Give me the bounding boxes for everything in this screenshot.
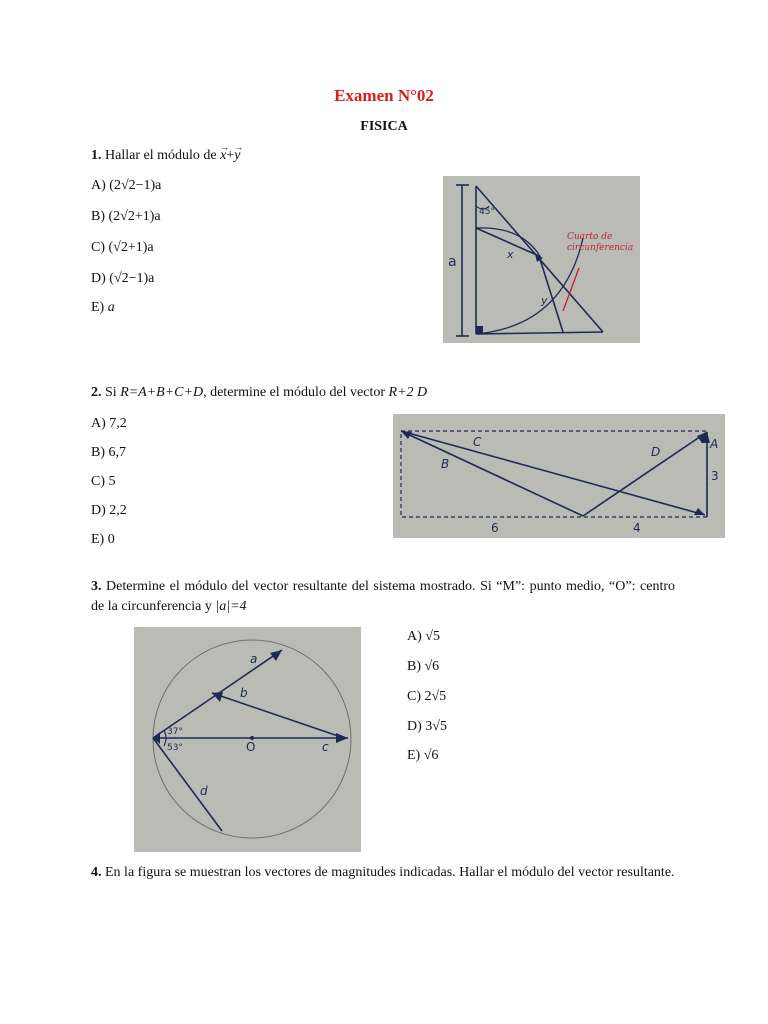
option-e [91,531,115,549]
option-letter: C) [91,474,105,489]
option-body: (2√2−1)a [109,178,162,193]
base-side [476,332,603,334]
option-body: 2,2 [109,503,127,518]
option-body: √6 [423,748,439,763]
vector-d [153,738,222,831]
option-letter: E) [91,532,105,547]
option-letter: A) [91,178,106,193]
question-4-statement [91,863,675,883]
figure-q2-drawing [393,414,725,538]
equation: R=A+B+C+D [120,385,204,400]
option-b [91,208,161,226]
label-d: d [200,784,208,798]
option-letter: D) [91,503,106,518]
angle-37: 37° [167,727,183,737]
y-label: y [541,294,548,307]
figure-q3 [134,627,361,852]
question-1-statement [91,146,240,166]
option-letter: B) [91,445,105,460]
option-body: √5 [425,629,440,644]
label-d: D [651,445,661,459]
question-text-mid: , determine el módulo del vector [203,385,386,400]
option-letter: C) [407,689,421,704]
question-text: Hallar el módulo de [105,148,217,163]
option-body: a [107,300,115,315]
option-body: √6 [424,659,440,674]
label-height: 3 [711,469,719,483]
option-d [407,718,447,736]
option-letter: B) [407,659,421,674]
question-3-statement [91,577,675,617]
question-number: 3. [91,579,102,594]
label-a: A [710,437,719,451]
vector-d [583,432,707,516]
vector-magnitude: |a|=4 [215,599,247,614]
option-letter: D) [91,271,106,286]
question-text: Si [105,385,117,400]
question-number: 4. [91,865,102,880]
option-body: 5 [108,474,116,489]
vector-x: → x [220,146,226,166]
label-c: C [473,435,482,449]
question-text: En la figura se muestran los vectores de magnitudes indicadas. Hallar el módulo del vector resultante. [105,865,675,880]
option-a [407,628,440,646]
option-letter: A) [91,416,106,431]
angle-label: 45° [479,207,495,217]
label-a: a [250,652,258,666]
label-b: b [240,686,248,700]
option-body: 6,7 [108,445,126,460]
x-label: x [507,248,514,261]
figure-q2 [393,414,725,538]
option-e [407,747,438,765]
label-center: O [246,740,256,754]
angle-53: 53° [167,743,183,753]
label-b: B [441,457,450,471]
figure-q1 [443,176,640,343]
vector-b [212,693,344,738]
option-body: (√2−1)a [109,271,155,286]
option-letter: E) [407,748,421,763]
option-body: (√2+1)a [108,240,154,255]
option-d [91,270,154,288]
option-c [407,688,446,706]
vector-y: → y [234,146,240,166]
quarter-circle-note: Cuarto de circunferencia [567,232,634,253]
option-body: (2√2+1)a [108,209,161,224]
option-letter: C) [91,240,105,255]
question-2-statement [91,383,427,403]
label-width-6: 6 [491,521,499,535]
figure-q3-drawing [134,627,361,852]
option-a [91,177,161,195]
option-body: 0 [107,532,115,547]
question-number: 1. [91,148,102,163]
option-letter: B) [91,209,105,224]
option-body: 3√5 [425,719,447,734]
option-letter: E) [91,300,105,315]
option-body: 7,2 [109,416,127,431]
target-vector: R+2 D [388,385,428,400]
label-width-4: 4 [633,521,641,535]
plus-sign: + [226,148,235,163]
option-c [91,473,116,491]
question-text: Determine el módulo del vector resultante del sistema mostrado. Si “M”: punto medio, “O”: centro de la circunferencia y [91,579,676,614]
exam-title: Examen N°02 [334,86,434,105]
side-label: a [448,254,457,270]
label-c: c [322,740,329,754]
option-b [91,444,126,462]
option-c [91,239,154,257]
question-number: 2. [91,385,102,400]
subject-title: FISICA [360,119,408,134]
option-e [91,299,115,317]
option-body: 2√5 [424,689,447,704]
option-letter: D) [407,719,422,734]
option-b [407,658,439,676]
figure-q1-drawing [443,176,640,343]
option-a [91,415,127,433]
option-letter: A) [407,629,422,644]
option-d [91,502,127,520]
